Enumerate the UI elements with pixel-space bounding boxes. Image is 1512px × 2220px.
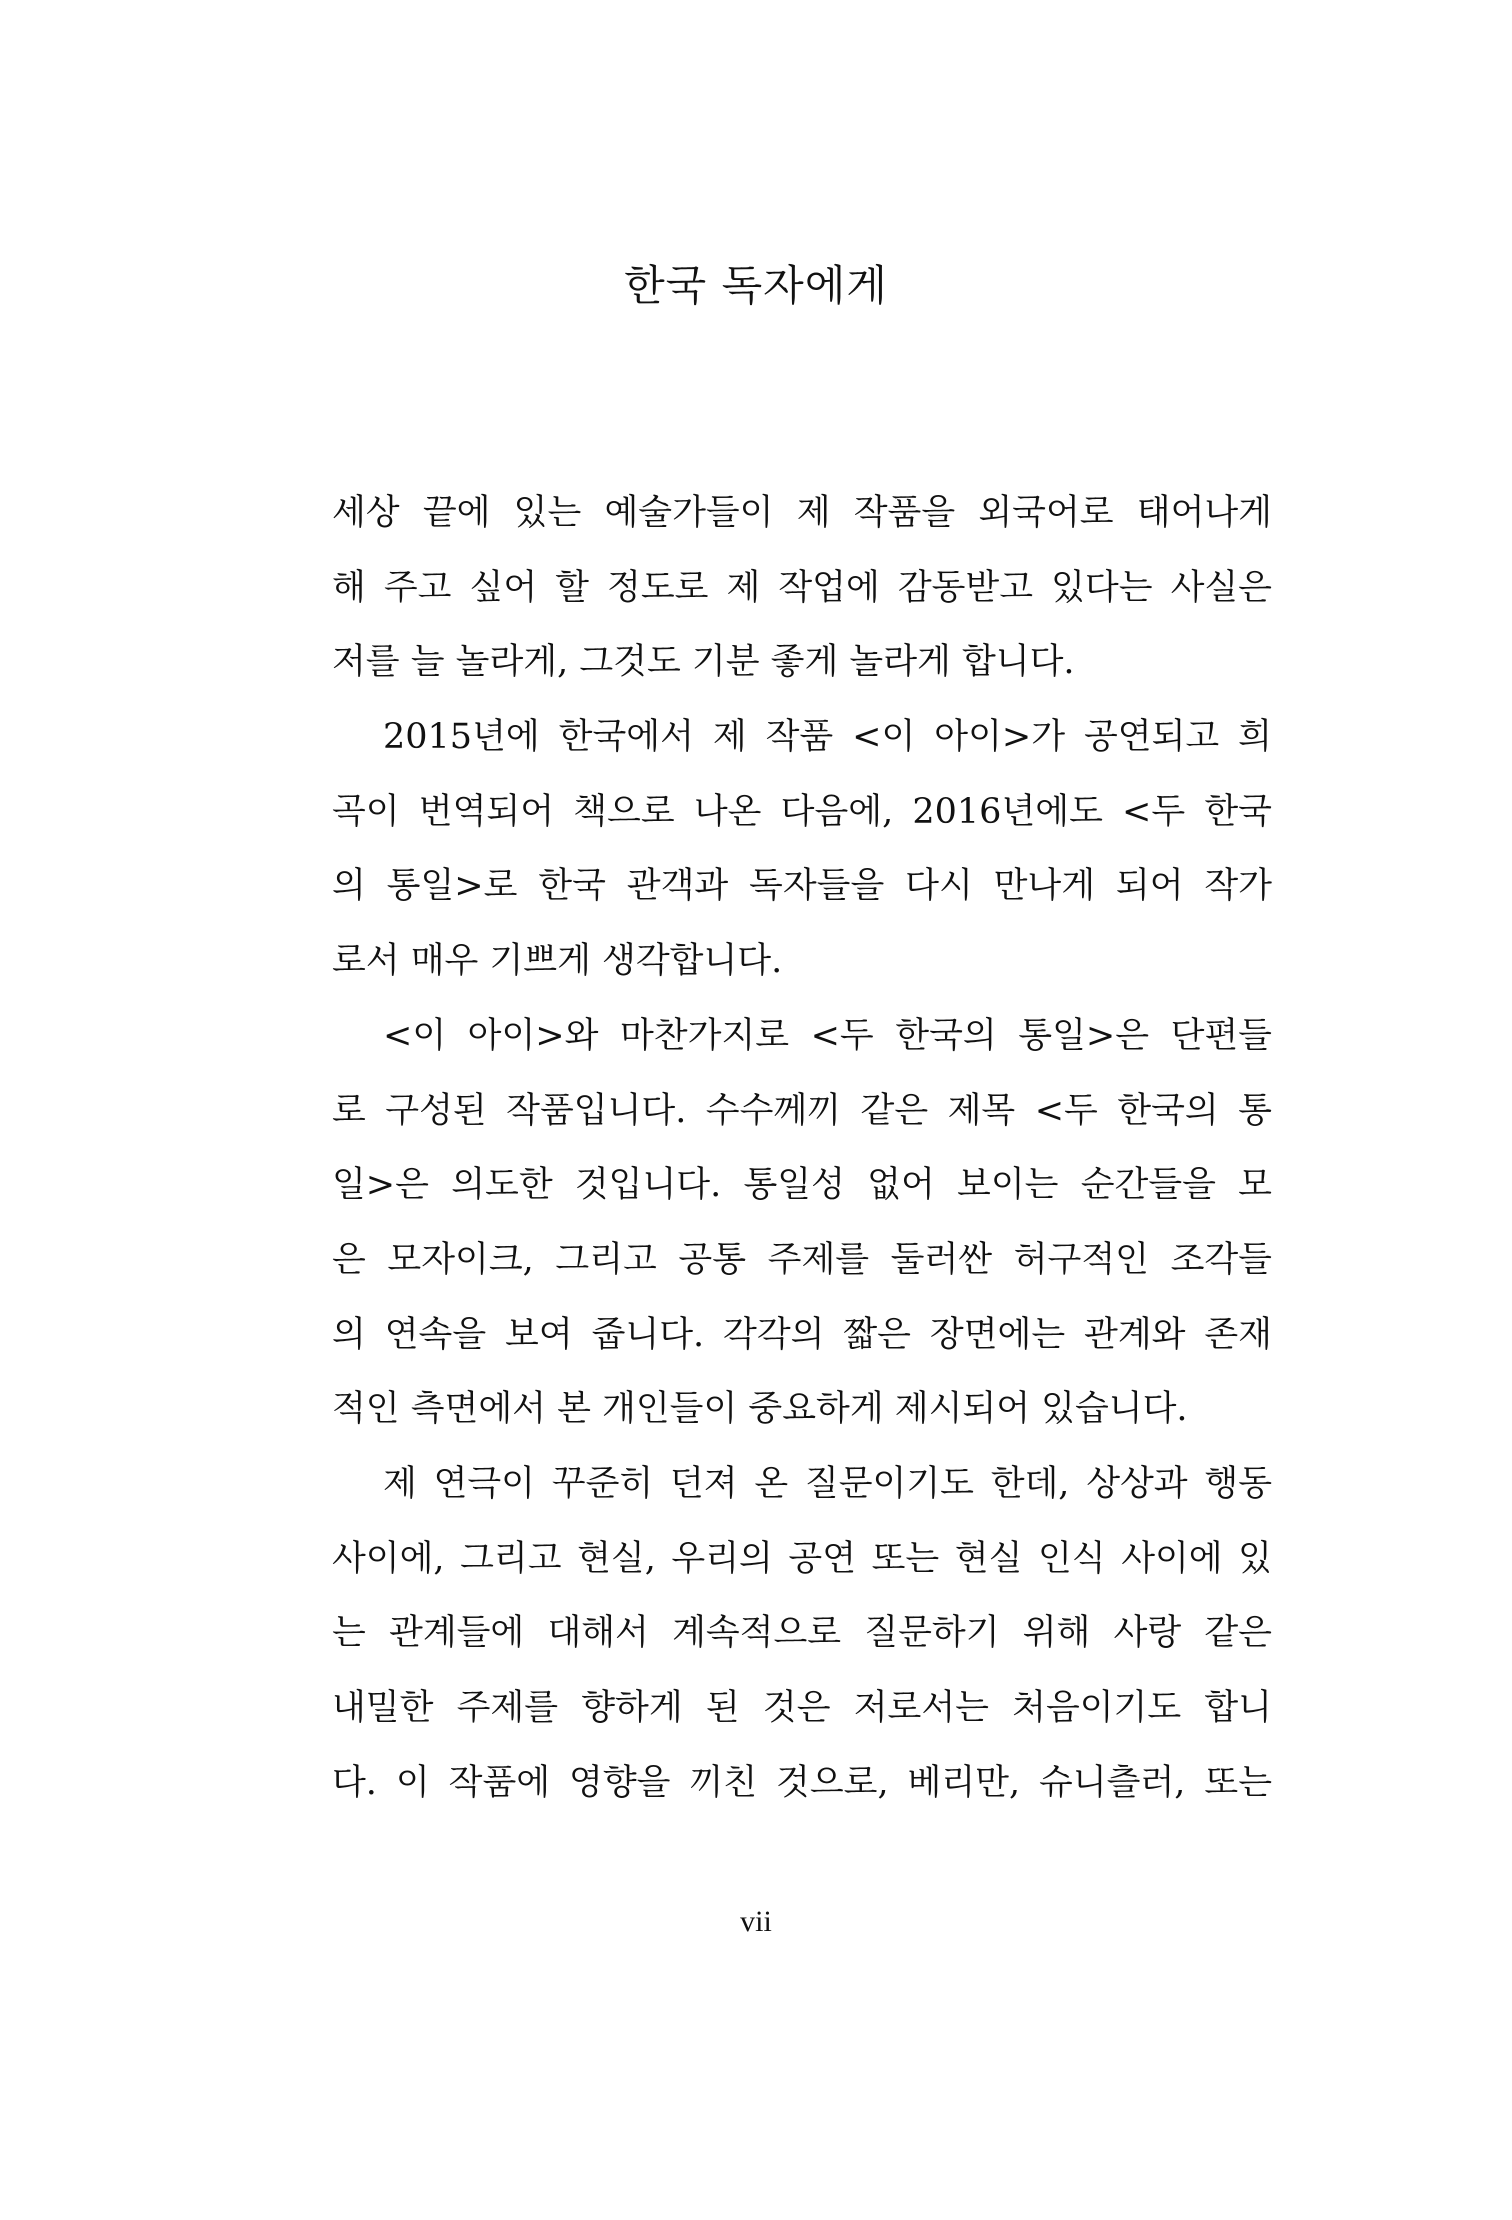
text-line: 저를 늘 놀라게, 그것도 기분 좋게 놀라게 합니다. — [332, 642, 1075, 683]
text-line: 세상 끝에 있는 예술가들이 제 작품을 외국어로 태어나게 — [332, 493, 1272, 533]
text-line: 사이에, 그리고 현실, 우리의 공연 또는 현실 인식 사이에 있 — [332, 1538, 1272, 1579]
text-line: 로서 매우 기쁘게 생각합니다. — [332, 941, 783, 982]
text-line: 곡이 번역되어 책으로 나온 다음에, 2016년에도 <두 한국 — [332, 791, 1272, 832]
text-line: 는 관계들에 대해서 계속적으로 질문하기 위해 사랑 같은 — [332, 1613, 1272, 1654]
paragraph-1 — [332, 476, 1272, 700]
paragraph-4 — [332, 1447, 1272, 1820]
text-line: 로 구성된 작품입니다. 수수께끼 같은 제목 <두 한국의 통 — [332, 1090, 1272, 1131]
text-line: 내밀한 주제를 향하게 된 것은 저로서는 처음이기도 합니 — [332, 1688, 1272, 1728]
page-title: 한국 독자에게 — [624, 261, 888, 310]
page-number: vii — [740, 1905, 772, 1938]
text-line: 다. 이 작품에 영향을 끼친 것으로, 베리만, 슈니츨러, 또는 — [332, 1762, 1272, 1803]
body-text — [332, 476, 1272, 1820]
paragraph-2 — [332, 700, 1272, 999]
text-line: 2015년에 한국에서 제 작품 <이 아이>가 공연되고 희 — [383, 717, 1272, 758]
text-line: 제 연극이 꾸준히 던져 온 질문이기도 한데, 상상과 행동 — [383, 1463, 1272, 1504]
text-line: <이 아이>와 마찬가지로 <두 한국의 통일>은 단편들 — [383, 1015, 1272, 1056]
text-line: 의 연속을 보여 줍니다. 각각의 짧은 장면에는 관계와 존재 — [332, 1314, 1272, 1355]
text-line: 은 모자이크, 그리고 공통 주제를 둘러싼 허구적인 조각들 — [332, 1239, 1272, 1280]
text-line: 해 주고 싶어 할 정도로 제 작업에 감동받고 있다는 사실은 — [332, 567, 1272, 608]
paragraph-3 — [332, 999, 1272, 1447]
text-line: 의 통일>로 한국 관객과 독자들을 다시 만나게 되어 작가 — [332, 866, 1272, 907]
text-line: 적인 측면에서 본 개인들이 중요하게 제시되어 있습니다. — [332, 1389, 1188, 1430]
text-line: 일>은 의도한 것입니다. 통일성 없어 보이는 순간들을 모 — [332, 1165, 1272, 1206]
